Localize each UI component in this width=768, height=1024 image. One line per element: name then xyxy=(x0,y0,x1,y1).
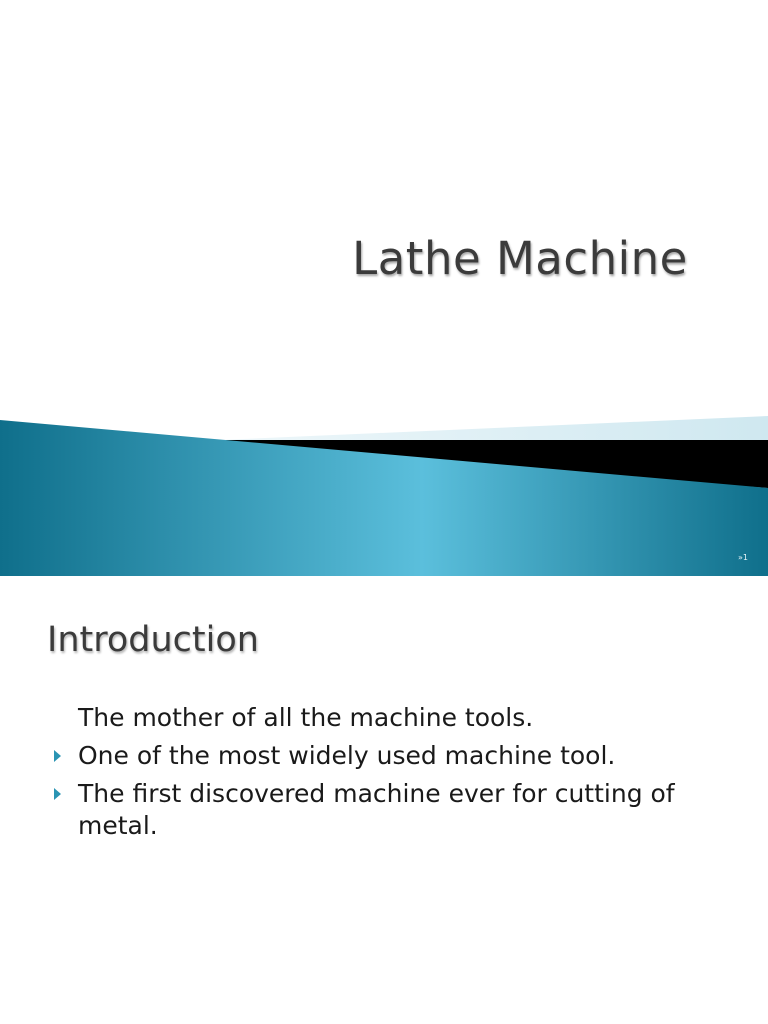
list-item xyxy=(52,702,742,734)
slide-heading: Introduction xyxy=(47,620,259,660)
list-item xyxy=(52,740,742,772)
list-item-text: The mother of all the machine tools. xyxy=(78,703,534,732)
triangle-right-icon xyxy=(54,788,61,800)
list-item-text: The first discovered machine ever for cutting of metal. xyxy=(78,779,675,840)
slide-page-number: »1 xyxy=(738,553,748,562)
list-item xyxy=(52,778,742,842)
slide-title: Lathe Machine xyxy=(352,232,688,285)
slide-2 xyxy=(0,576,768,1024)
list-item-text: One of the most widely used machine tool. xyxy=(78,741,616,770)
pale-blue-stripe xyxy=(220,416,768,442)
triangle-right-icon xyxy=(54,750,61,762)
slide-body xyxy=(52,702,742,848)
